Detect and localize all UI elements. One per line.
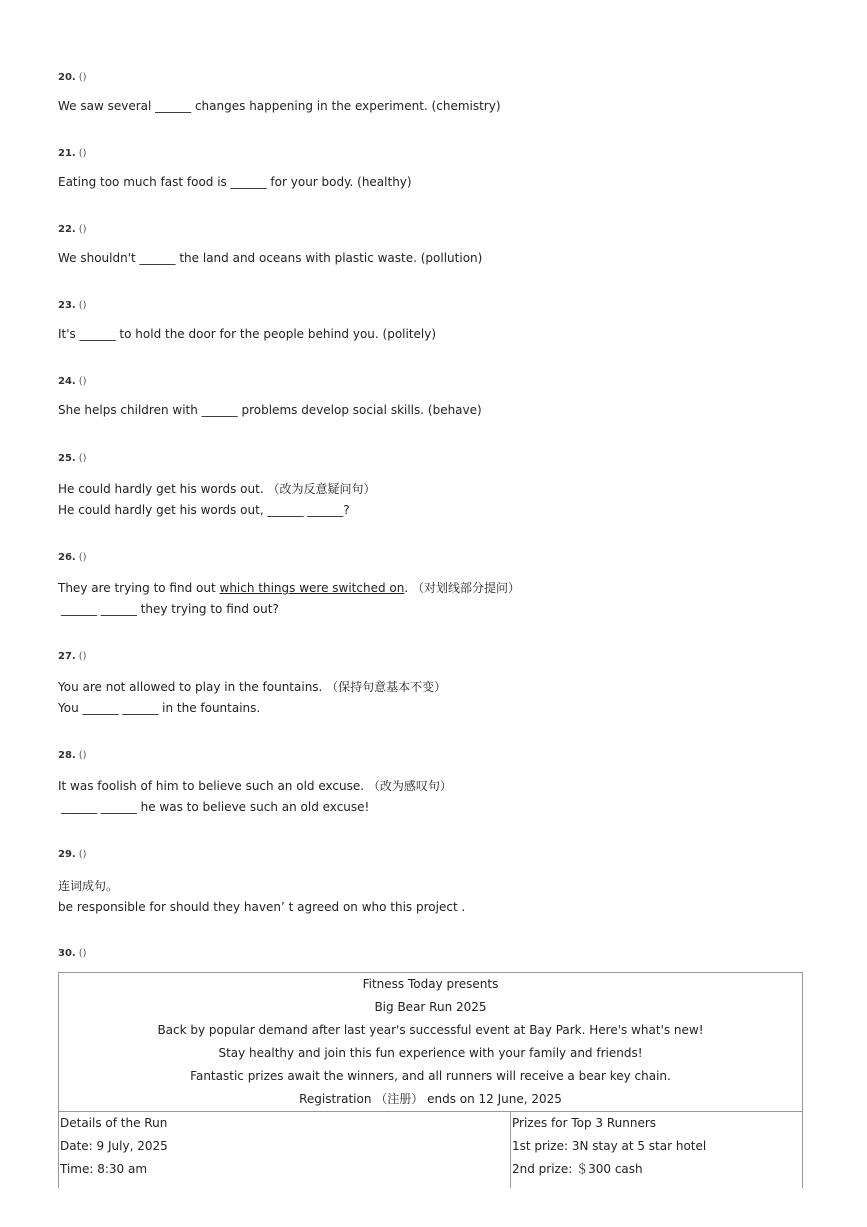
question-number: 20. () <box>58 72 87 83</box>
notice-registration: Registration （注册） ends on 12 June, 2025 <box>299 1092 562 1106</box>
question-text: He could hardly get his words out. （改为反意疑问句） <box>58 482 376 496</box>
question-number: 30. () <box>58 948 87 959</box>
notice-title: Big Bear Run 2025 <box>374 1000 487 1014</box>
notice-presenter: Fitness Today presents <box>362 977 499 991</box>
second-prize: 2nd prize: ＄300 cash <box>512 1162 643 1176</box>
details-time: Time: 8:30 am <box>60 1162 148 1176</box>
question-number: 23. () <box>58 300 87 311</box>
question-text: We shouldn't ______ the land and oceans with plastic waste. (pollution) <box>58 251 483 265</box>
question-number: 28. () <box>58 750 87 761</box>
question-number: 25. () <box>58 453 87 464</box>
question-number: 26. () <box>58 552 87 563</box>
prizes-heading: Prizes for Top 3 Runners <box>512 1116 657 1130</box>
question-text: It was foolish of him to believe such an old excuse. （改为感叹句） <box>58 779 452 793</box>
underlined-phrase: which things were switched on <box>219 581 405 595</box>
notice-line: Fantastic prizes await the winners, and all runners will receive a bear key chain. <box>190 1069 671 1083</box>
details-date: Date: 9 July, 2025 <box>60 1139 168 1153</box>
answer-line: He could hardly get his words out, ______ ______? <box>58 503 350 517</box>
question-text: She helps children with ______ problems develop social skills. (behave) <box>58 403 482 417</box>
question-number: 22. () <box>58 224 87 235</box>
question-number: 24. () <box>58 376 87 387</box>
notice-line: Stay healthy and join this fun experience with your family and friends! <box>218 1046 643 1060</box>
answer-line: ______ ______ they trying to find out? <box>61 602 279 616</box>
question-text: They are trying to find out which things were switched on. （对划线部分提问） <box>58 581 520 595</box>
question-number: 21. () <box>58 148 87 159</box>
question-text: It's ______ to hold the door for the people behind you. (politely) <box>58 327 437 341</box>
run-details-cell <box>59 1112 511 1189</box>
first-prize: 1st prize: 3N stay at 5 star hotel <box>512 1139 707 1153</box>
answer-line: You ______ ______ in the fountains. <box>58 701 261 715</box>
event-notice-table <box>58 972 803 1188</box>
question-text: be responsible for should they haven’ t agreed on who this project . <box>58 900 466 914</box>
question-text: You are not allowed to play in the fountains. （保持句意基本不变） <box>58 680 447 694</box>
question-number: 29. () <box>58 849 87 860</box>
notice-line: Back by popular demand after last year's successful event at Bay Park. Here's what's new! <box>157 1023 704 1037</box>
question-text: We saw several ______ changes happening in the experiment. (chemistry) <box>58 99 501 113</box>
answer-line: ______ ______ he was to believe such an old excuse! <box>61 800 370 814</box>
details-heading: Details of the Run <box>60 1116 168 1130</box>
question-instruction: 连词成句。 <box>58 879 119 893</box>
notice-header-cell <box>59 973 803 1112</box>
question-number: 27. () <box>58 651 87 662</box>
question-text: Eating too much fast food is ______ for your body. (healthy) <box>58 175 412 189</box>
prizes-cell <box>511 1112 803 1189</box>
